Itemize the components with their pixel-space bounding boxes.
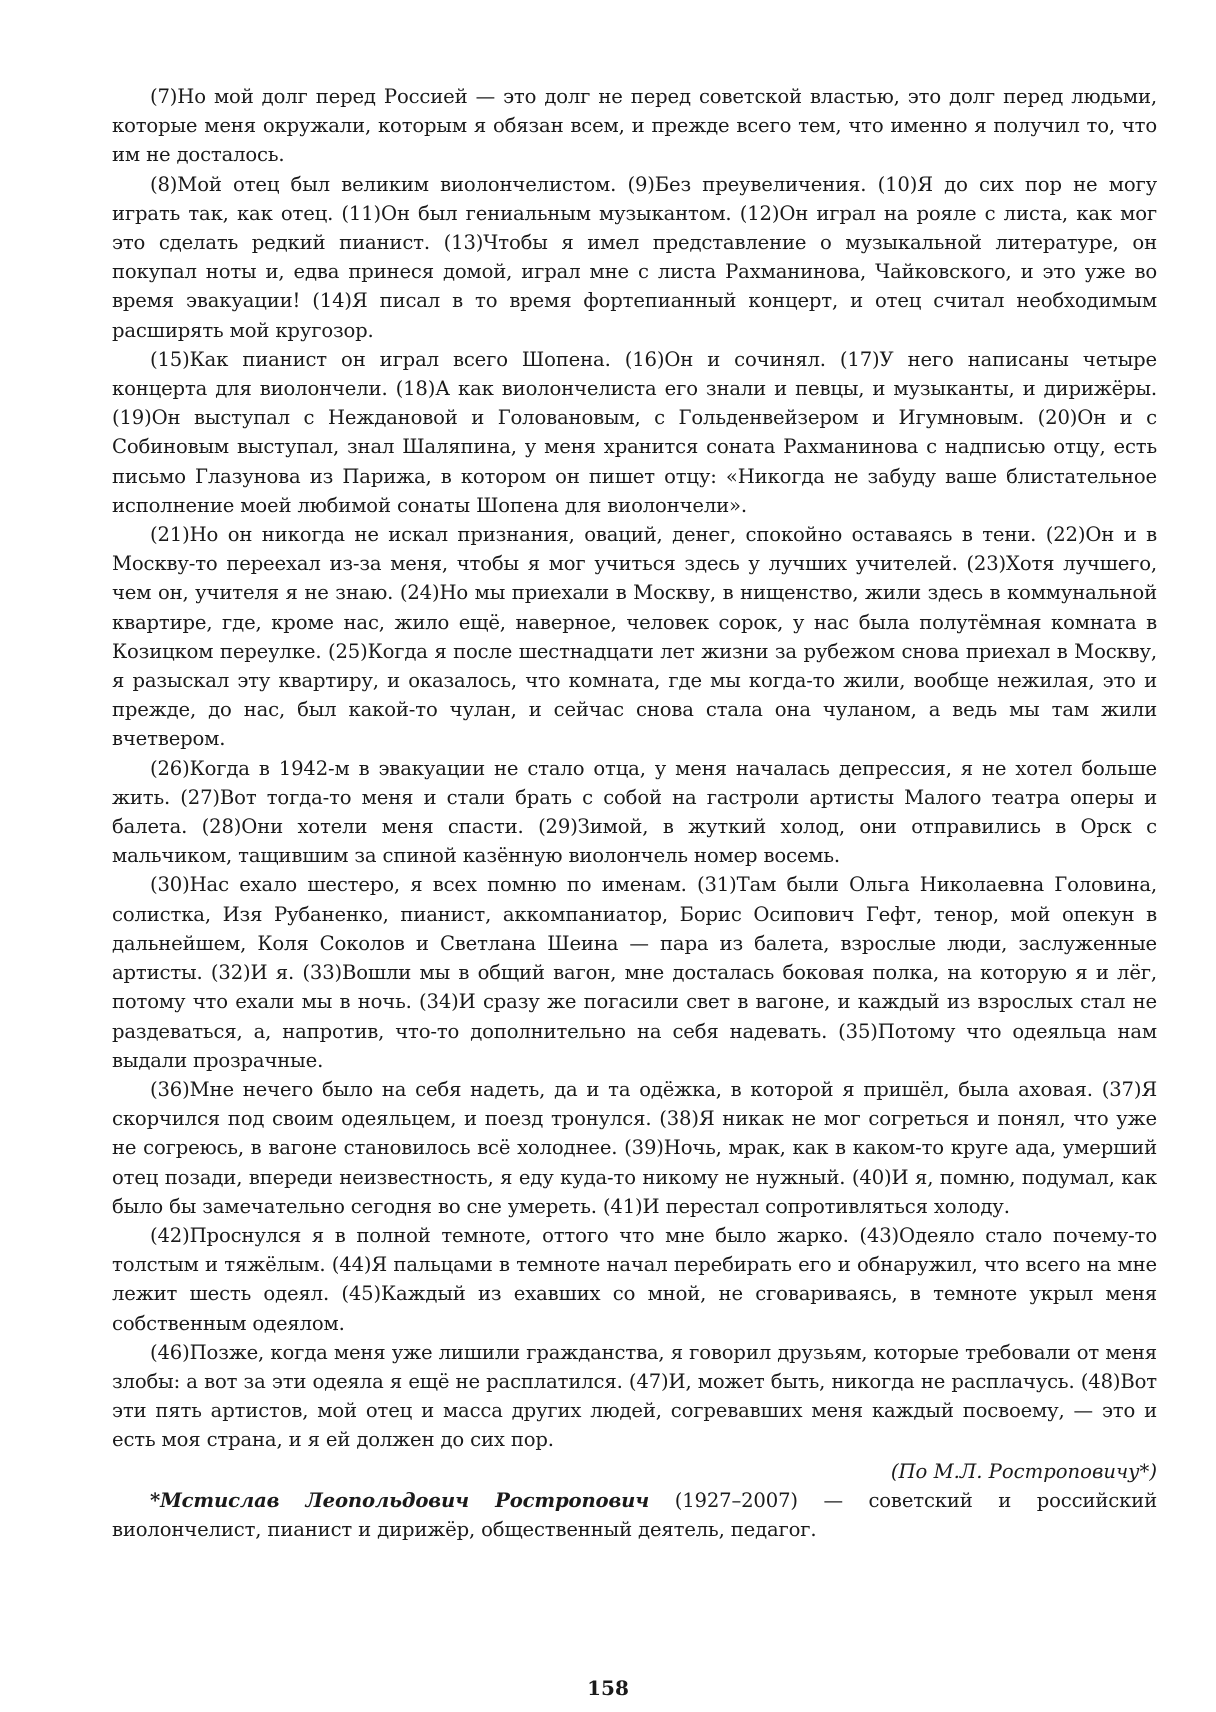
paragraph-42: (42)Проснулся я в полной темноте, оттого что мне было жарко. (43)Одеяло стало почему-то толстым и тяжёлым. (44)Я пальцами в темноте начал перебирать его и обнаружил, что всего на мне лежит шесть одеял. (45)Каждый из ехавших со мной, не сговариваясь, в темноте укрыл меня собственным одеялом. — [112, 1223, 1157, 1335]
source-attribution: (По М.Л. Ростроповичу*) — [890, 1459, 1157, 1483]
footnote-name: *Мстислав Леопольдович Ростропович — [150, 1488, 650, 1512]
footnote-text: (1927–2007) — советский и российский виолончелист, пианист и дирижёр, общественный деятель, педагог. — [112, 1488, 1157, 1541]
paragraph-36: (36)Мне нечего было на себя надеть, да и та одёжка, в которой я пришёл, была аховая. (37)Я скорчился под своим одеяльцем, и поезд тронулся. (38)Я никак не мог согреться и понял, что уже не согреюсь, в вагоне становилось всё холоднее. (39)Ночь, мрак, как в каком-то круге ада, умерший отец позади, впереди неизвестность, я еду куда-то никому не нужный. (40)И я, помню, подумал, как было бы замечательно сегодня во сне умереть. (41)И перестал сопротивляться холоду. — [112, 1077, 1157, 1218]
paragraph-7: (7)Но мой долг перед Россией — это долг не перед советской властью, это долг перед людьми, которые меня окружали, которым я обязан всем, и прежде всего тем, что именно я получил то, что им не досталось. — [112, 85, 1157, 167]
paragraph-21: (21)Но он никогда не искал признания, оваций, денег, спокойно оставаясь в тени. (22)Он и в Москву-то переехал из-за меня, чтобы я мог учиться здесь у лучших учителей. (23)Хотя лучшего, чем он, учителя я не знаю. (24)Но мы приехали в Москву, в нищенство, жили здесь в коммунальной квартире, где, кроме нас, жило ещё, наверное, человек сорок, у нас была полутёмная комната в Козицком переулке. (25)Когда я после шестнадцати лет жизни за рубежом снова приехал в Москву, я разыскал эту квартиру, и оказалось, что комната, где мы когда-то жили, вообще нежилая, это и прежде, до нас, был какой-то чулан, и сейчас снова стала она чуланом, а ведь мы там жили вчетвером. — [112, 523, 1157, 751]
footnote — [112, 1486, 1157, 1544]
paragraph-15: (15)Как пианист он играл всего Шопена. (16)Он и сочинял. (17)У него написаны четыре концерта для виолончели. (18)А как виолончелиста его знали и певцы, и музыканты, и дирижёры. (19)Он выступал с Неждановой и Головановым, с Гольденвейзером и Игумновым. (20)Он и с Собиновым выступал, знал Шаляпина, у меня хранится соната Рахманинова с надписью отцу, есть письмо Глазунова из Парижа, в котором он пишет отцу: «Никогда не забуду ваше блистательное исполнение моей любимой сонаты Шопена для виолончели». — [112, 347, 1157, 517]
paragraph-30: (30)Нас ехало шестеро, я всех помню по именам. (31)Там были Ольга Николаевна Головина, солистка, Изя Рубаненко, пианист, аккомпаниатор, Борис Осипович Гефт, тенор, мой опекун в дальнейшем, Коля Соколов и Светлана Шеина — пара из балета, взрослые люди, заслуженные артисты. (32)И я. (33)Вошли мы в общий вагон, мне досталась боковая полка, на которую я и лёг, потому что ехали мы в ночь. (34)И сразу же погасили свет в вагоне, и каждый из взрослых стал не раздеваться, а, напротив, что-то дополнительно на себя надевать. (35)Потому что одеяльца нам выдали прозрачные. — [112, 873, 1157, 1072]
paragraph-46: (46)Позже, когда меня уже лишили гражданства, я говорил друзьям, которые требовали от меня злобы: а вот за эти одеяла я ещё не расплатился. (47)И, может быть, никогда не расплачусь. (48)Вот эти пять артистов, мой отец и масса других людей, согревавших меня каждый посвоему, — это и есть моя страна, и я ей должен до сих пор. — [112, 1340, 1157, 1452]
paragraph-8: (8)Мой отец был великим виолончелистом. (9)Без преувеличения. (10)Я до сих пор не могу играть так, как отец. (11)Он был гениальным музыкантом. (12)Он играл на рояле с листа, как мог это сделать редкий пианист. (13)Чтобы я имел представление о музыкальной литературе, он покупал ноты и, едва принеся домой, играл мне с листа Рахманинова, Чайковского, и это уже во время эвакуации! (14)Я писал в то время фортепианный концерт, и отец считал необходимым расширять мой кругозор. — [112, 172, 1157, 342]
page-number: 158 — [587, 1676, 629, 1700]
paragraph-26: (26)Когда в 1942-м в эвакуации не стало отца, у меня началась депрессия, я не хотел больше жить. (27)Вот тогда-то меня и стали брать с собой на гастроли артисты Малого театра оперы и балета. (28)Они хотели меня спасти. (29)Зимой, в жуткий холод, они отправились в Орск с мальчиком, тащившим за спиной казённую виолончель номер восемь. — [112, 756, 1157, 868]
document-page — [112, 82, 1157, 1544]
